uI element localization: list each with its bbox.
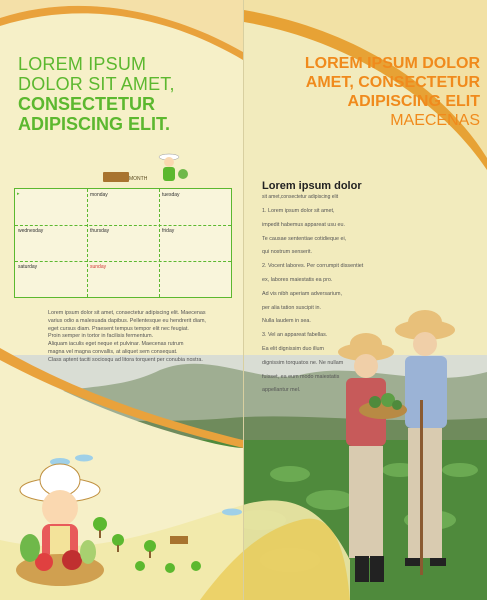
list-line: dignissim torquatos ne. Ne nullam <box>262 359 344 366</box>
body-line: varius odio a malesuada dapibus. Pellentesque eu hendrerit diam, <box>48 317 206 324</box>
calendar-day-sunday: sunday <box>90 264 107 270</box>
body-line: Aliquam iaculis eget neque et pulvinar. Maecenas rutrum <box>48 341 184 348</box>
list-line: appellantur mel. <box>262 387 301 394</box>
list-line: per alia tation suscipit in. <box>262 304 322 311</box>
body-line: magna vel magna convallis, at aliquet sem consequat. <box>48 348 178 355</box>
right-section-title: Lorem ipsum dolor <box>262 180 362 192</box>
list-line: Ea elit dignissim duo illum <box>262 345 325 352</box>
body-line: Lorem ipsum dolor sit amet, consectetur adipiscing elit. Maecenas <box>48 310 206 316</box>
calendar-signpost-icon <box>103 172 129 182</box>
calendar-farmer-icon <box>159 154 188 181</box>
left-headline-line3: CONSECTETUR <box>18 94 156 114</box>
right-text-block <box>262 180 392 401</box>
calendar-day-thursday: thursday <box>90 228 110 234</box>
list-line: Ad vis nibh aperiam adversarium, <box>262 290 342 297</box>
right-headline <box>258 54 480 130</box>
calendar-day-friday: friday <box>162 228 175 234</box>
right-headline-line4: MAECENAS <box>390 112 480 129</box>
calendar-day-wednesday: wednesday <box>18 228 44 234</box>
calendar-arrow-icon: ▸ <box>17 191 20 197</box>
left-headline-line2: DOLOR SIT AMET, <box>18 74 175 94</box>
right-numbered-list <box>262 208 392 395</box>
list-line: 3. Vel an appareat fabellas. <box>262 332 328 339</box>
right-headline-line1: LOREM IPSUM DOLOR <box>304 55 480 72</box>
calendar-divider <box>15 225 231 226</box>
left-headline-line4: ADIPISCING ELIT. <box>18 114 171 134</box>
list-item <box>262 332 392 395</box>
list-line: Te causae sententiae cotidieque ei, <box>262 235 347 242</box>
calendar-day-saturday: saturday <box>18 264 38 270</box>
body-line: Class aptent taciti sociosqu ad litora torquent per conubia nostra. <box>48 356 203 363</box>
page-fold <box>243 0 244 600</box>
calendar-day-monday: monday <box>90 192 108 198</box>
calendar-divider <box>15 261 231 262</box>
body-line: Proin semper in tortor in facilisis fermentum. <box>48 333 154 340</box>
list-line: ex, labores maiestatis ea pro. <box>262 276 333 283</box>
calendar-sign-label: MONTH <box>129 176 148 182</box>
calendar-divider <box>87 189 88 297</box>
list-line: 1. Lorem ipsum dolor sit amet, <box>262 208 335 214</box>
list-line: fuisset, ea eum modo maiestatis <box>262 373 340 380</box>
body-line: eget cursus diam. Praesent tempus tempor elit nec feugiat. <box>48 325 189 332</box>
list-line: 2. Vocent labores. Per corrumpit dissentiet <box>262 263 364 270</box>
list-line: Nulla laudem in sea. <box>262 318 311 325</box>
list-item <box>262 208 392 257</box>
list-line: qui nostrum senserit. <box>262 249 313 256</box>
calendar-day-tuesday: tuesday <box>162 192 180 198</box>
weekly-calendar <box>14 188 232 298</box>
left-headline-line1: LOREM IPSUM <box>18 54 147 74</box>
list-line: impedit habemus appareat usu eu. <box>262 221 346 228</box>
right-headline-line2: AMET, CONSECTETUR <box>305 74 480 91</box>
left-body-text <box>48 310 224 365</box>
list-item <box>262 263 392 326</box>
right-section-subtitle: sit amet,consectetur adipiscing elit <box>262 194 339 200</box>
right-headline-line3: ADIPISCING ELIT <box>347 93 480 110</box>
left-headline <box>18 54 233 134</box>
calendar-divider <box>159 189 160 297</box>
